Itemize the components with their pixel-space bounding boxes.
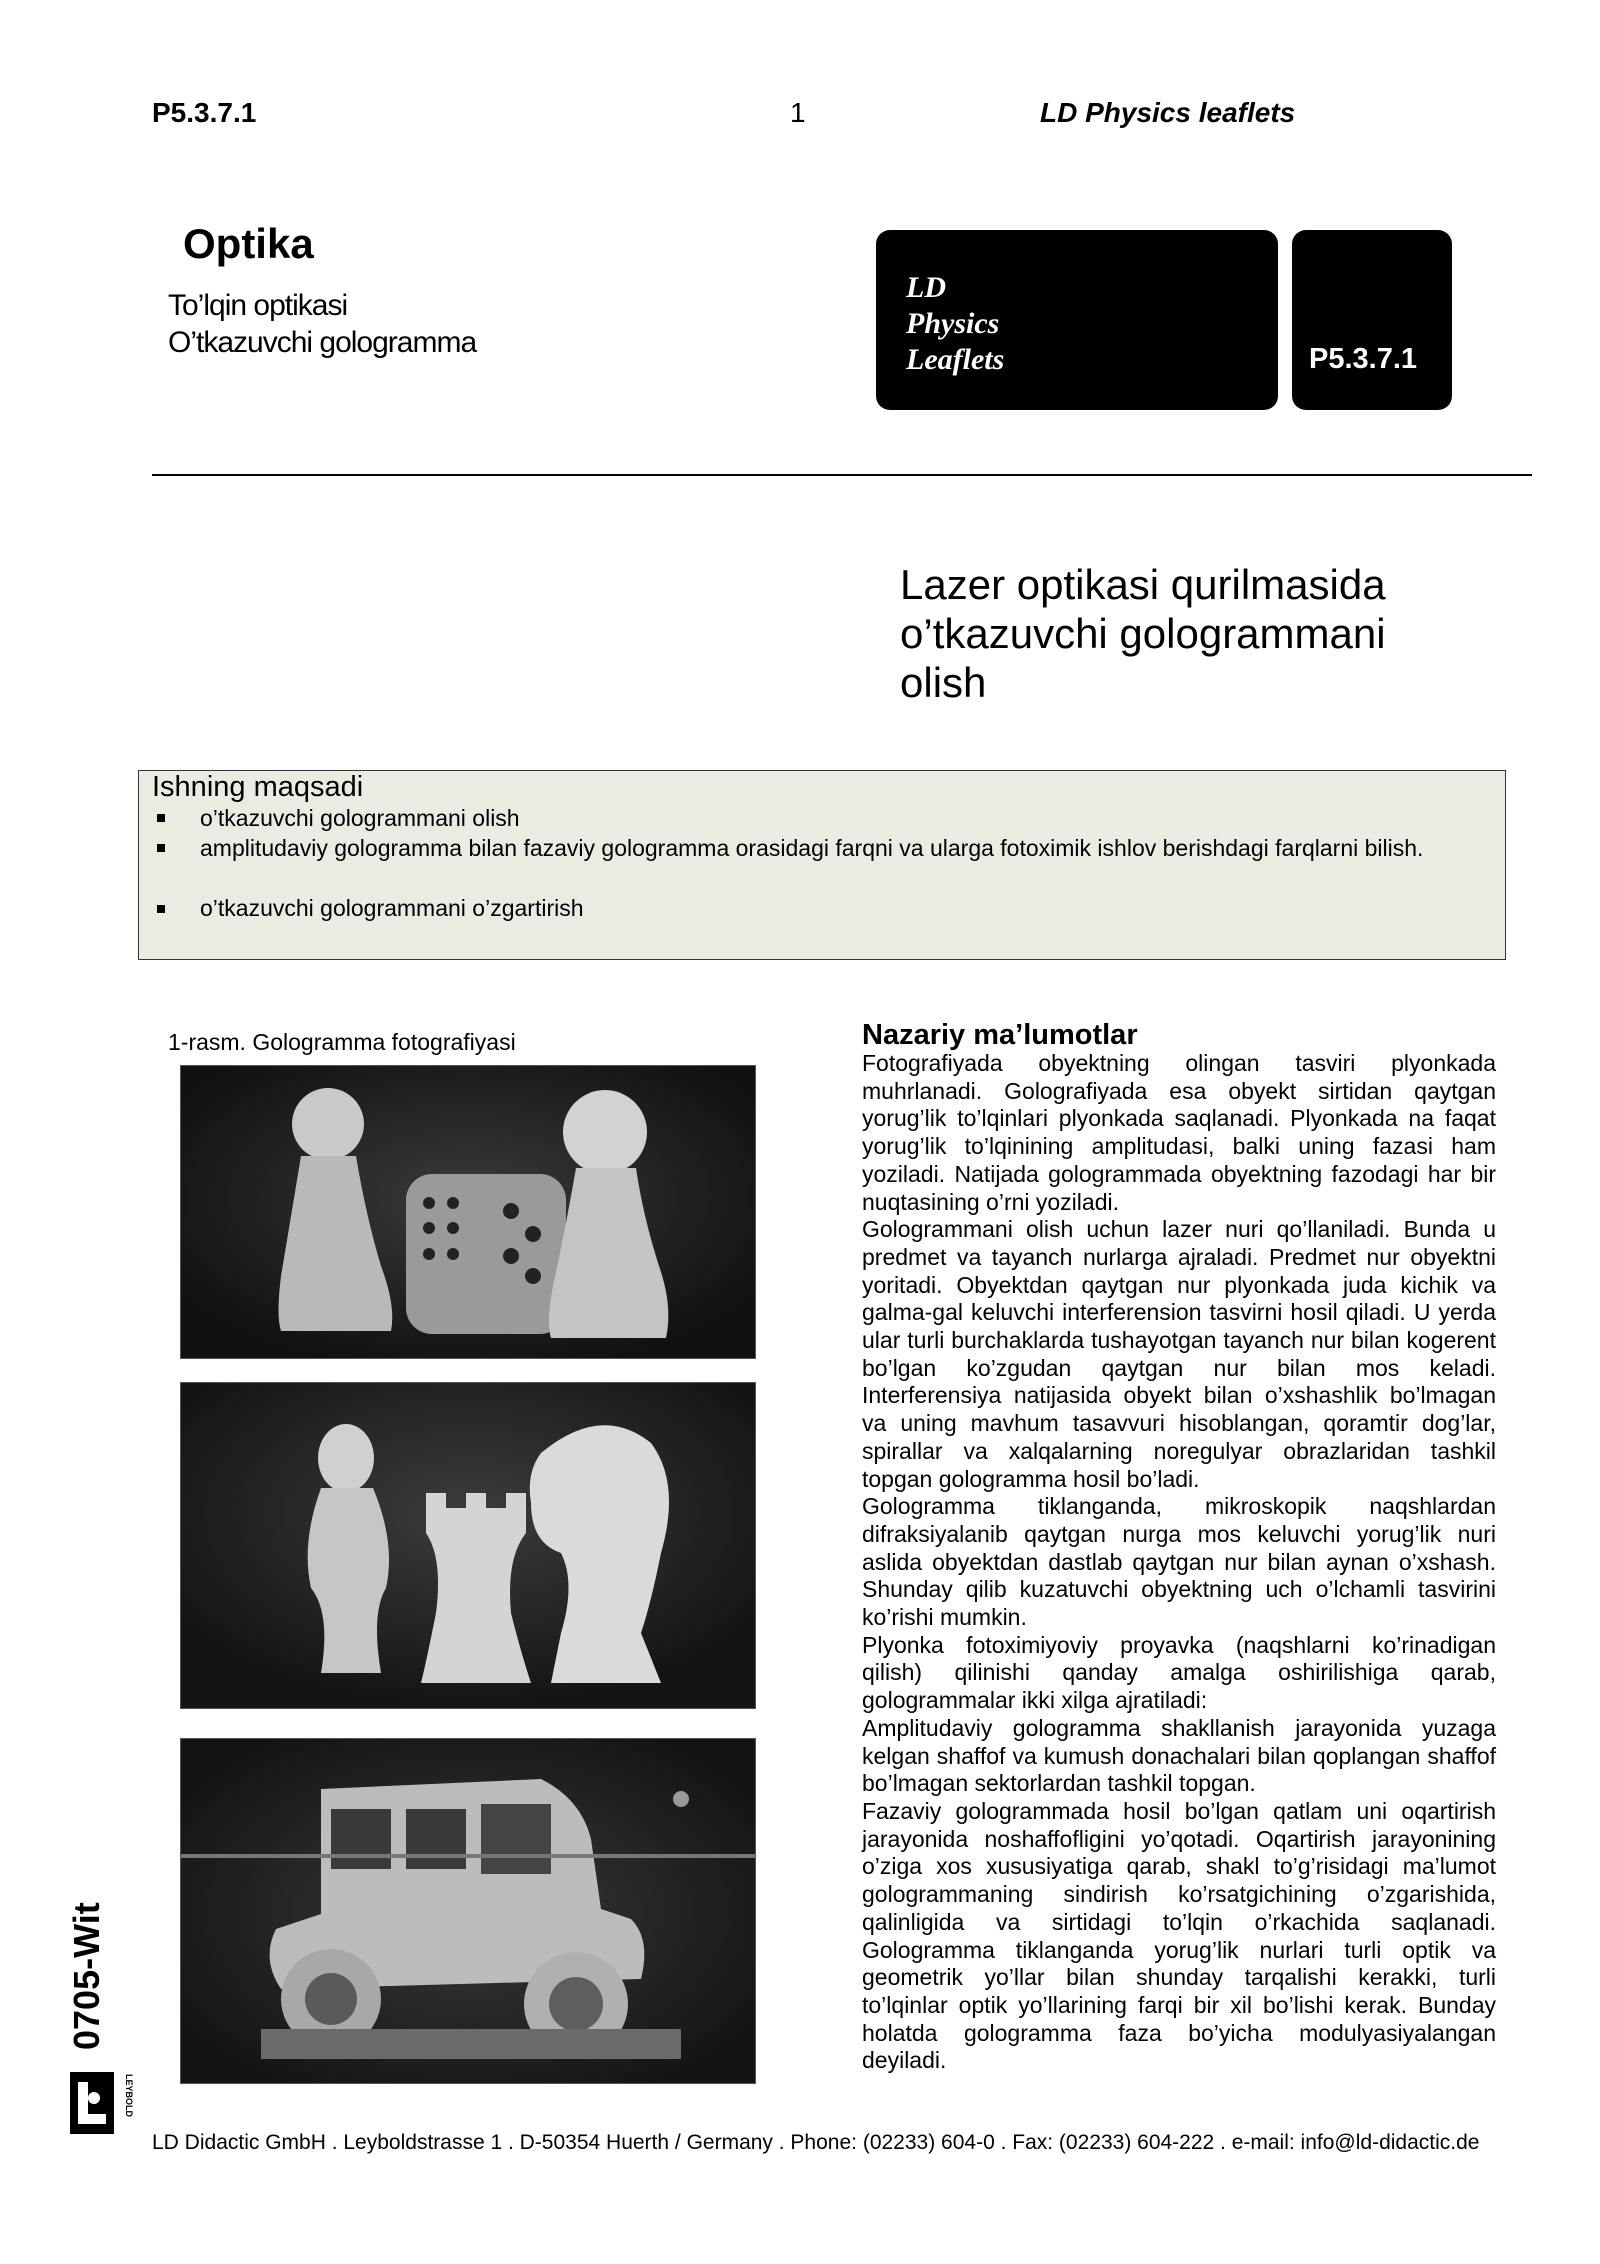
header-brand: LD Physics leaflets: [1040, 97, 1296, 128]
objectives-heading: Ishning maqsadi: [152, 771, 364, 803]
leaflet-code-text: P5.3.7.1: [1309, 343, 1418, 375]
logo-line-leaflets: Leaflets: [906, 343, 1005, 376]
theory-paragraph: Plyonka fotoximiyoviy proyavka (naqshlarni ko’rinadigan qilish) qilinishi qanday amalga oshirilishiga qarab, gologrammalar ikki xilga ajratiladi:: [862, 1631, 1496, 1714]
objective-item: amplitudaviy gologramma bilan fazaviy gologramma orasidagi farqni va ularga fotoximik ishlov berishdagi farqlarni bilish.: [200, 835, 1424, 861]
subtitle-line-2: O’tkazuvchi gologramma: [168, 326, 477, 359]
theory-paragraph: Amplitudaviy gologramma shakllanish jarayonida yuzaga kelgan shaffof va kumush donachalari bilan qoplangan shaffof bo’lmagan sektorlardan tashkil topgan.: [862, 1714, 1496, 1797]
title-line-3: olish: [900, 659, 987, 706]
title-line-2: o’tkazuvchi gologrammani: [900, 610, 1386, 657]
side-document-code: 0705-Wit: [66, 1902, 107, 2050]
svg-text:LEYBOLD: LEYBOLD: [124, 2074, 134, 2118]
hologram-photo-dice-and-pawns: [180, 1065, 756, 1359]
objective-item: o’tkazuvchi gologrammani o’zgartirish: [200, 895, 584, 921]
figure-caption: 1-rasm. Gologramma fotografiyasi: [168, 1029, 516, 1055]
leaflet-code-badge: [1292, 230, 1452, 410]
bullet-icon: [157, 814, 165, 822]
hologram-photo-chess-pieces: [180, 1382, 756, 1709]
subtitle-line-1: To’lqin optikasi: [168, 289, 348, 322]
bullet-icon: [157, 844, 165, 852]
bullet-icon: [157, 905, 165, 913]
logo-line-physics: Physics: [906, 307, 1000, 340]
header-divider: [152, 474, 1532, 476]
theory-text: [862, 1050, 1496, 2075]
theory-heading: Nazariy ma’lumotlar: [862, 1019, 1138, 1051]
title-line-1: Lazer optikasi qurilmasida: [900, 561, 1386, 608]
theory-paragraph: Fotografiyada obyektning olingan tasviri plyonkada muhrlanadi. Golografiyada esa obyekt sirtidan qaytgan yorug’lik to’lqinlari plyonkada saqlanadi. Plyonkada na faqat yorug’lik to’lqinining amplitudasi, balki uning fazasi ham yoziladi. Natijada gologrammada obyektning fazodagi har bir nuqtasining o’rni yoziladi.: [862, 1050, 1496, 1215]
logo-text: [906, 270, 1004, 378]
objective-item: o’tkazuvchi gologrammani olish: [200, 805, 520, 831]
logo-line-ld: LD: [906, 271, 946, 304]
chapter-title: Optika: [183, 220, 314, 267]
theory-paragraph: Gologrammani olish uchun lazer nuri qo’llaniladi. Bunda u predmet va tayanch nurlarga ajraladi. Predmet nur obyektni yoritadi. Obyektdan qaytgan nur plyonkada juda kichik va galma-gal keluvchi interferension tasvirni hosil qiladi. U yerda ular turli burchaklarda tushayotgan tayanch nur bilan kogerent bo’lgan ko’zgudan qaytgan nur bilan mos keladi. Interferensiya natijasida obyekt bilan o’xshashlik bo’lmagan va uning mavhum tasavvuri hisoblangan, qoramtir dog’lar, spirallar va xalqalarning noregulyar obrazlaridan tashkil topgan gologramma hosil bo’ladi.: [862, 1216, 1496, 1492]
experiment-title: [900, 560, 1500, 707]
header-code: P5.3.7.1: [152, 97, 257, 128]
hologram-photo-toy-car: [180, 1738, 756, 2084]
theory-paragraph: Gologramma tiklanganda, mikroskopik naqshlardan difraksiyalanib qaytgan nurga mos keluvchi yorug’lik nuri aslida obyektdan dastlab qaytgan nur bilan aynan o’xshash. Shunday qilib kuzatuvchi obyektning uch o’lchamli tasvirini ko’rishi mumkin.: [862, 1493, 1496, 1631]
footer-contact: LD Didactic GmbH . Leyboldstrasse 1 . D-50354 Huerth / Germany . Phone: (02233) 604-0 . Fax: (02233) 604-222 . e-mail: info@ld-didactic.de: [152, 2131, 1480, 2154]
page-number: 1: [790, 97, 806, 128]
leybold-logo-icon: [70, 2072, 134, 2134]
theory-paragraph: Fazaviy gologrammada hosil bo’lgan qatlam uni oqartirish jarayonida noshaffofligini yo’qotadi. Oqartirish jarayonining o’ziga xos xususiyatiga qarab, shakl to’g’risidagi ma’lumot gologrammaning sindirish ko’rsatgichining o’zgarishida, qalinligida va sirtidagi to’lqin o’rkachida saqlanadi. Gologramma tiklanganda yorug’lik nurlari turli optik va geometrik yo’llar bilan shunday tarqalishi kerakki, turli to’lqinlar optik yo’llarining farqi bir xil bo’lishi kerak. Bunday holatda gologramma faza bo’yicha modulyasiyalangan deyiladi.: [862, 1797, 1496, 2074]
